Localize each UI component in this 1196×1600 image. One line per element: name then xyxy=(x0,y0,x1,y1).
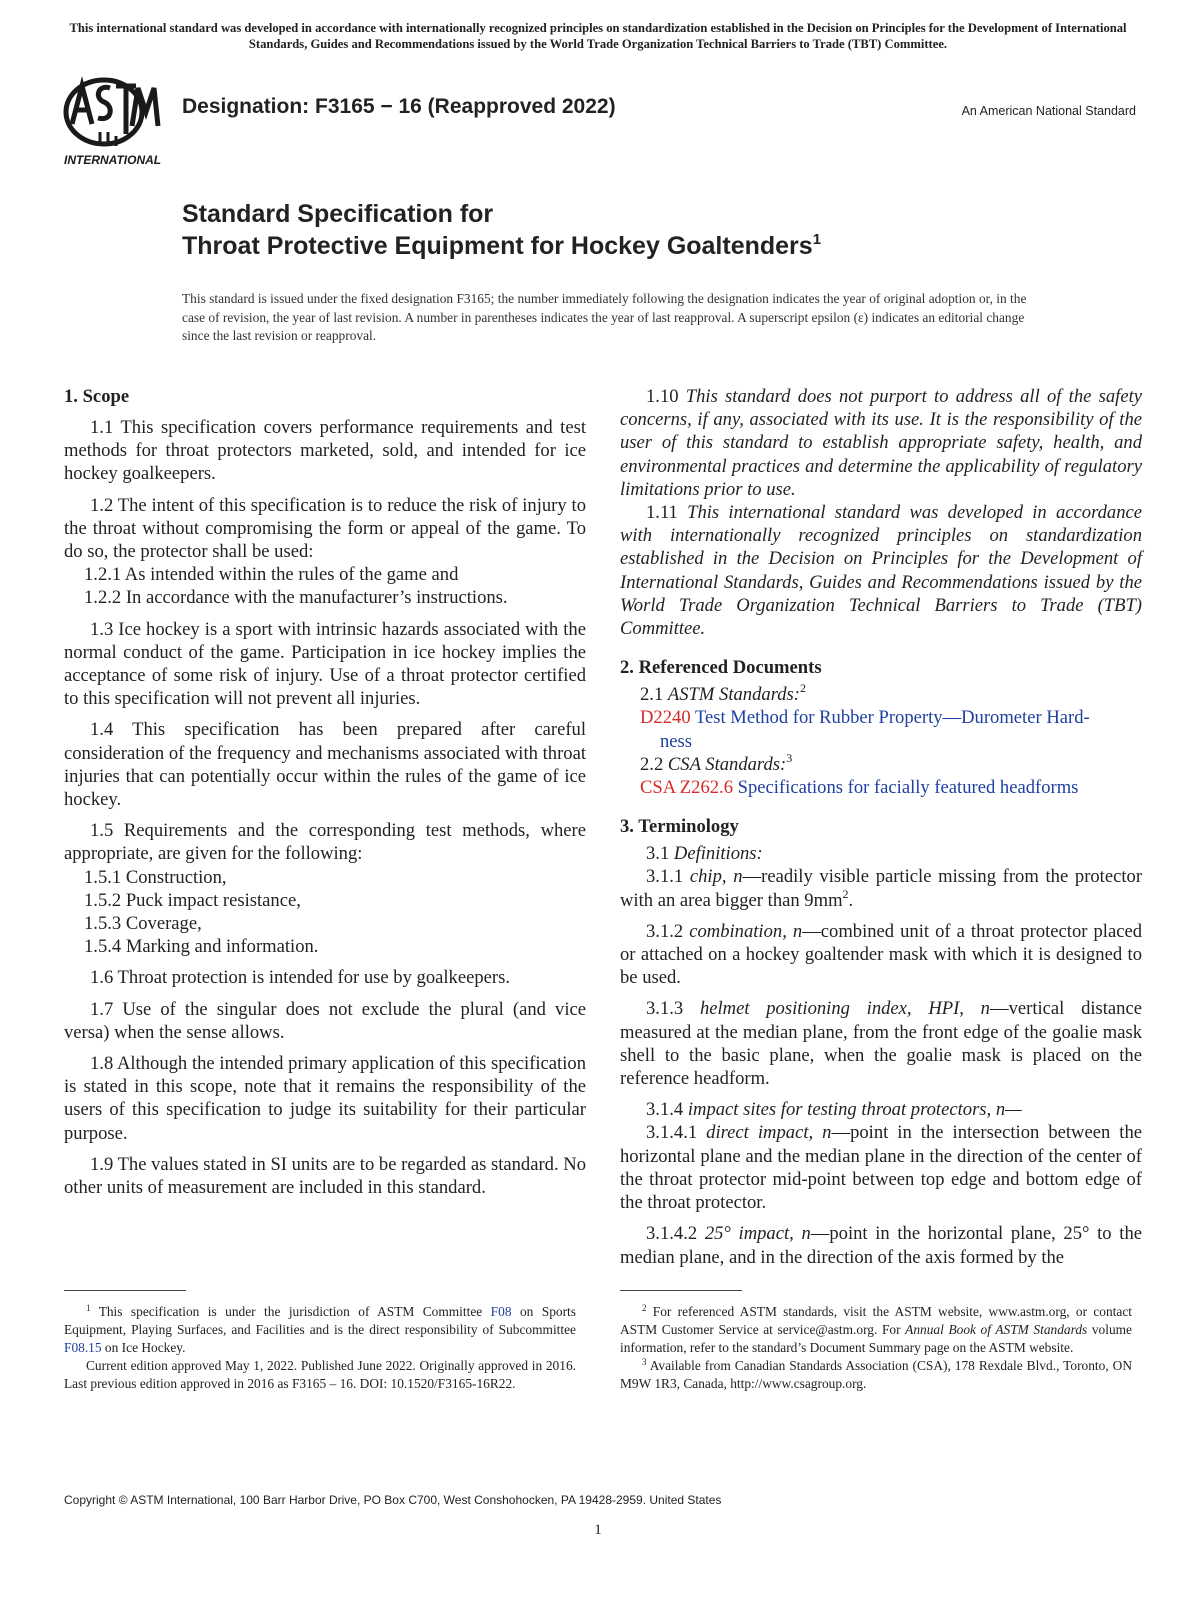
ref-d2240-code[interactable]: D2240 xyxy=(640,707,691,729)
term-3-1-4-1: 3.1.4.1 direct impact, n—point in the intersection between the horizontal plane and the median plane in the direction of the center of the throat protector mid-point between top edge and bottom edge of the throat protector. xyxy=(620,1122,1143,1214)
para-1-6: 1.6 Throat protection is intended for use by goalkeepers. xyxy=(90,967,510,989)
ref-d2240-cont[interactable]: ness xyxy=(660,730,693,752)
left-column xyxy=(64,385,586,1199)
top-notice: This international standard was developed in accordance with internationally recognized principles on standardization established in the Decision on Principles for the Development of International Standards, Guides and Recommendations issued by the World Trade Organization Technical Barriers to Trade (TBT) Committee. xyxy=(69,21,1127,51)
ref-astm-standards: 2.1 ASTM Standards:$^2$ xyxy=(640,681,806,706)
footnote-1: $^1$ This specification is under the jurisdiction of ASTM Committee F08 on Sports Equipment, Playing Surfaces, and Facilities and is the direct responsibility of Subcommittee F08.15 on Ice Hockey. xyxy=(64,1303,576,1355)
footnote-2: $^2$ For referenced ASTM standards, visit the ASTM website, www.astm.org, or contact ASTM Customer Service at service@astm.org. For Annual Book of ASTM Standards volume information, refer to the standard’s Document Summary page on the ASTM website. xyxy=(620,1303,1133,1355)
footnotes-left xyxy=(64,1303,576,1393)
para-1-3: 1.3 Ice hockey is a sport with intrinsic hazards associated with the normal conduct of the game. Participation in ice hockey implies the acceptance of some risk of injury. Use of a throat protector certified to this specification will not prevent all injuries. xyxy=(64,618,586,710)
term-3-1-4: 3.1.4 impact sites for testing throat protectors, n— xyxy=(646,1099,1022,1121)
para-1-2-2: 1.2.2 In accordance with the manufacturer’s instructions. xyxy=(84,587,508,609)
ref-d2240-title[interactable]: Test Method for Rubber Property—Durometer Hard- xyxy=(694,707,1090,729)
para-1-8: 1.8 Although the intended primary application of this specification is stated in this scope, note that it remains the responsibility of the users of this specification to judge its suitability for their particular purpose. xyxy=(64,1053,586,1144)
footnote-1-edition: Current edition approved May 1, 2022. Published June 2022. Originally approved in 2016. Last previous edition approved in 2016 as F3165 – 16. DOI: 10.1520/F3165-16R22. xyxy=(64,1358,576,1391)
link-f08-15[interactable]: F08.15 xyxy=(64,1340,102,1355)
para-1-5-2: 1.5.2 Puck impact resistance, xyxy=(84,889,301,911)
title-line-2: Throat Protective Equipment for Hockey Goaltenders$^1$ xyxy=(182,231,822,260)
ref-csa-title[interactable]: Specifications for facially featured headforms xyxy=(737,777,1079,799)
title-footnote-mark: 1 xyxy=(812,231,822,248)
para-1-5-1: 1.5.1 Construction, xyxy=(84,866,227,888)
term-3-1-3: 3.1.3 helmet positioning index, HPI, n—vertical distance measured at the median plane, from the front edge of the goalie mask shell to the basic plane, when the goalie mask is placed on the reference headform. xyxy=(620,998,1142,1090)
section-terminology-heading: 3. Terminology xyxy=(620,816,739,838)
ref-csa-code[interactable]: CSA Z262.6 xyxy=(640,777,733,799)
para-1-2-1: 1.2.1 As intended within the rules of the game and xyxy=(84,564,459,586)
footnotes-right xyxy=(620,1303,1132,1393)
section-scope-heading: 1. Scope xyxy=(64,386,130,407)
para-1-10: 1.10 This standard does not purport to address all of the safety concerns, if any, associated with its use. It is the responsibility of the user of this standard to establish appropriate safety, health, and environmental practices and determine the applicability of regulatory limitations prior to use. xyxy=(620,386,1142,500)
para-1-5-3: 1.5.3 Coverage, xyxy=(84,913,202,935)
term-3-1-2: 3.1.2 combination, n—combined unit of a throat protector placed or attached on a hockey goaltender mask with which it is designed to be used. xyxy=(620,920,1142,989)
ref-csa-standards: 2.2 CSA Standards:$^3$ xyxy=(640,750,793,775)
link-f08[interactable]: F08 xyxy=(490,1304,512,1319)
term-3-1-1: 3.1.1 chip, n—readily visible particle missing from the protector with an area bigger than $9mm^2$. xyxy=(620,866,1143,911)
page-number: 1 xyxy=(594,1522,602,1538)
para-1-11: 1.11 This international standard was developed in accordance with internationally recognized principles on standardization established in the Decision on Principles for the Development of International Standards, Guides and Recommendations issued by the World Trade Organization Technical Barriers to Trade (TBT) Committee. xyxy=(620,502,1143,640)
right-column xyxy=(620,385,1142,1269)
standard-title xyxy=(182,198,821,262)
para-1-1: 1.1 This specification covers performance requirements and test methods for throat protectors marketed, sold, and intended for ice hockey goalkeepers. xyxy=(64,417,586,485)
ref-d2240[interactable] xyxy=(620,706,1142,729)
para-1-4: 1.4 This specification has been prepared after careful consideration of the frequency and mechanisms associated with throat injuries that can potentially occur within the rules of the game of ice hockey. xyxy=(64,719,586,811)
footnote-3: $^3$ Available from Canadian Standards Association (CSA), 178 Rexdale Blvd., Toronto, ON M9W 1R3, Canada, http://www.csagroup.org. xyxy=(620,1357,1133,1391)
designation: Designation: F3165 − 16 (Reapproved 2022) xyxy=(182,95,616,118)
para-1-7: 1.7 Use of the singular does not exclude the plural (and vice versa) when the sense allows. xyxy=(64,998,586,1043)
astm-logo-icon xyxy=(62,72,172,168)
section-references-heading: 2. Referenced Documents xyxy=(620,657,822,679)
para-1-5-4: 1.5.4 Marking and information. xyxy=(84,936,319,958)
para-1-5: 1.5 Requirements and the corresponding test methods, where appropriate, are given for the following: xyxy=(64,820,586,865)
title-line-1: Standard Specification for xyxy=(182,200,494,228)
footnote-divider-right xyxy=(620,1290,742,1291)
ref-csa-z262[interactable] xyxy=(620,776,1142,799)
issue-note: This standard is issued under the fixed designation F3165; the number immediately following the designation indicates the year of original adoption or, in the case of revision, the year of last revision. A number in parentheses indicates the year of last reapproval. A superscript epsilon (ε) indicates an editorial change since the last revision or reapproval. xyxy=(182,291,1027,343)
term-3-1: 3.1 Definitions: xyxy=(646,843,763,865)
para-1-2: 1.2 The intent of this specification is to reduce the risk of injury to the throat without compromising the form or appeal of the game. To do so, the protector shall be used: xyxy=(64,494,586,563)
footnote-divider-left xyxy=(64,1290,186,1291)
national-standard-label: An American National Standard xyxy=(961,104,1136,118)
logo-text: INTERNATIONAL xyxy=(64,153,162,167)
para-1-9: 1.9 The values stated in SI units are to be regarded as standard. No other units of measurement are included in this standard. xyxy=(64,1153,586,1199)
copyright: Copyright © ASTM International, 100 Barr Harbor Drive, PO Box C700, West Conshohocken, PA 19428-2959. United States xyxy=(64,1493,722,1507)
term-3-1-4-2: 3.1.4.2 25° impact, n—point in the horizontal plane, 25° to the median plane, and in the direction of the axis formed by the xyxy=(620,1223,1142,1268)
